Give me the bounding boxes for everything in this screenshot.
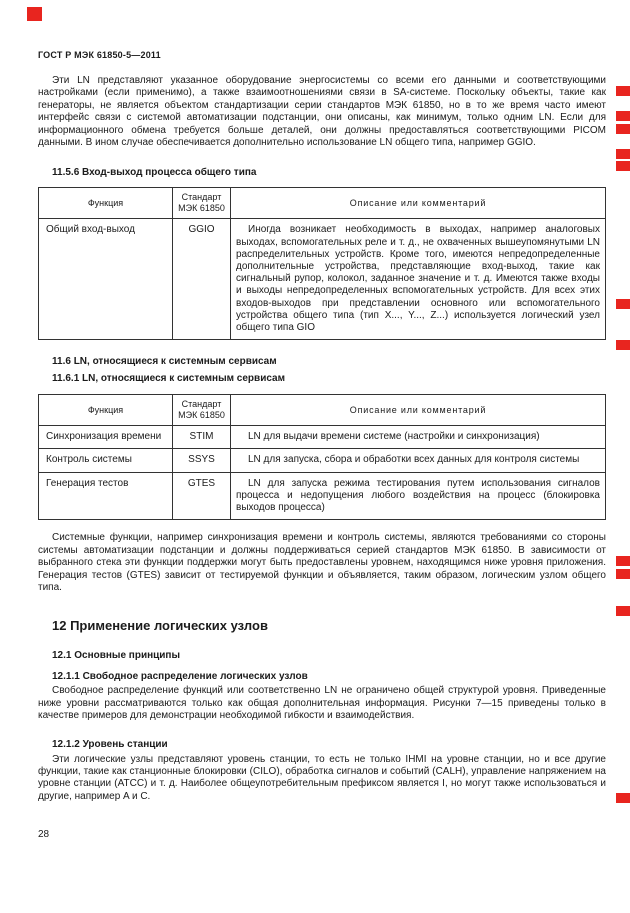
running-header: ГОСТ Р МЭК 61850-5—2011 [38,50,161,60]
heading-11-6-1: 11.6.1 LN, относящиеся к системным сервисам [52,373,285,385]
table-row [39,426,606,449]
cell-standard: SSYS [173,449,231,472]
annotation-mark [616,124,630,134]
column-header-function: Функция [39,188,173,219]
paragraph-free-allocation: Свободное распределение функций или соответственно LN не ограничено общей структурой уровня. Приведенные ниже уровни рассматриваются только как общая дополнительная информация. Рисунки 7—15 приведены только в качестве примеров для демонстрации необходимой гибкости и взаимодействия. [38,685,606,722]
column-header-standard: Стандарт МЭК 61850 [173,188,231,219]
table-row [39,449,606,472]
table-generic-io [38,187,606,340]
paragraph-system-functions: Системные функции, например синхронизация времени и контроль системы, являются требованиями со стороны системы автоматизации подстанции и должны поддерживаться серией стандартов МЭК 61850. В зависимости от выбранного стека эти функции поддержки могут быть предоставлены уровнем, находящимся ниже уровня приложения. Генерация тестов (GTES) зависит от тестируемой функции и объявляется, таким образом, логическим узлом общего типа. [38,532,606,593]
table-row [39,219,606,340]
heading-12-1-2: 12.1.2 Уровень станции [52,738,168,750]
annotation-mark [616,149,630,159]
table-system-services [38,394,606,520]
annotation-mark [616,299,630,309]
cell-description: LN для выдачи времени системе (настройки и синхронизация) [231,426,606,449]
paragraph-station-level: Эти логические узлы представляют уровень станции, то есть не только IHMI на уровне станции, но и все другие функции, такие как станционные блокировки (CILO), обработка сигналов и событий (CALH), управление напряжением на уровне станции (ATCC) и т. д. Наиболее общеупотребительным префиксом является I, но могут также использоваться и другие, например A и C. [38,753,606,802]
cell-standard: GGIO [173,219,231,340]
heading-11-5-6: 11.5.6 Вход-выход процесса общего типа [52,167,257,179]
cell-standard: STIM [173,426,231,449]
annotation-mark [616,569,630,579]
page-content [38,0,606,840]
table-row [39,472,606,520]
page-number: 28 [38,829,50,841]
heading-12-1: 12.1 Основные принципы [52,650,181,662]
heading-12: 12 Применение логических узлов [52,618,268,634]
column-header-description: Описание или комментарий [231,188,606,219]
cell-function: Контроль системы [39,449,173,472]
column-header-description: Описание или комментарий [231,395,606,426]
annotation-mark [616,556,630,566]
annotation-mark [616,161,630,171]
cell-description: LN для запуска, сбора и обработки всех данных для контроля системы [231,449,606,472]
cell-standard: GTES [173,472,231,520]
heading-11-6: 11.6 LN, относящиеся к системным сервисам [52,356,277,368]
column-header-function: Функция [39,395,173,426]
annotation-mark [616,86,630,96]
table-header-row [39,395,606,426]
cell-function: Генерация тестов [39,472,173,520]
annotation-mark [616,340,630,350]
annotation-mark [616,606,630,616]
paragraph-intro: Эти LN представляют указанное оборудование энергосистемы со всеми его данными и соответствующими настройками (если применимо), а также взаимоотношениями связи в SA-системе. Поскольку объекты, такие как генераторы, не является объектом стандартизации серии стандартов МЭК 61850, но в то же время часто имеют интерфейс связи с системой автоматизации подстанции, они описаны, как минимум, только одним LN. Если для информационного обмена требуется больше деталей, они должны предоставляться соответствующими PICOM данными. В ином случае обеспечивается дополнительно использование LN общего типа, например GGIO. [38,75,606,149]
cell-description: LN для запуска режима тестирования путем использования сигналов процесса и недопущения любого воздействия на процесс (блокировка выходов процесса) [231,472,606,520]
annotation-mark [616,111,630,121]
heading-12-1-1: 12.1.1 Свободное распределение логических узлов [52,671,308,683]
annotation-mark [27,7,42,21]
column-header-standard: Стандарт МЭК 61850 [173,395,231,426]
table-header-row [39,188,606,219]
annotation-mark [616,793,630,803]
cell-function: Общий вход-выход [39,219,173,340]
cell-description: Иногда возникает необходимость в выходах, например аналоговых выходах, вспомогательных реле и т. д., не охваченных вышеупомянутыми LN распределительных устройств. Кроме того, имеются непредопределенные дополнительные устройства, представляющие вход-выход, такие как сигнальный рупор, колокол, заданное значение и т. д. Имеются также входы и выходы непредопределенных вспомогательных устройств. Для всех этих входов-выходов при представлении основного или вспомогательного устройства общего типа (тип X..., Y..., Z...) используется логический узел общего типа GIO [231,219,606,340]
cell-function: Синхронизация времени [39,426,173,449]
